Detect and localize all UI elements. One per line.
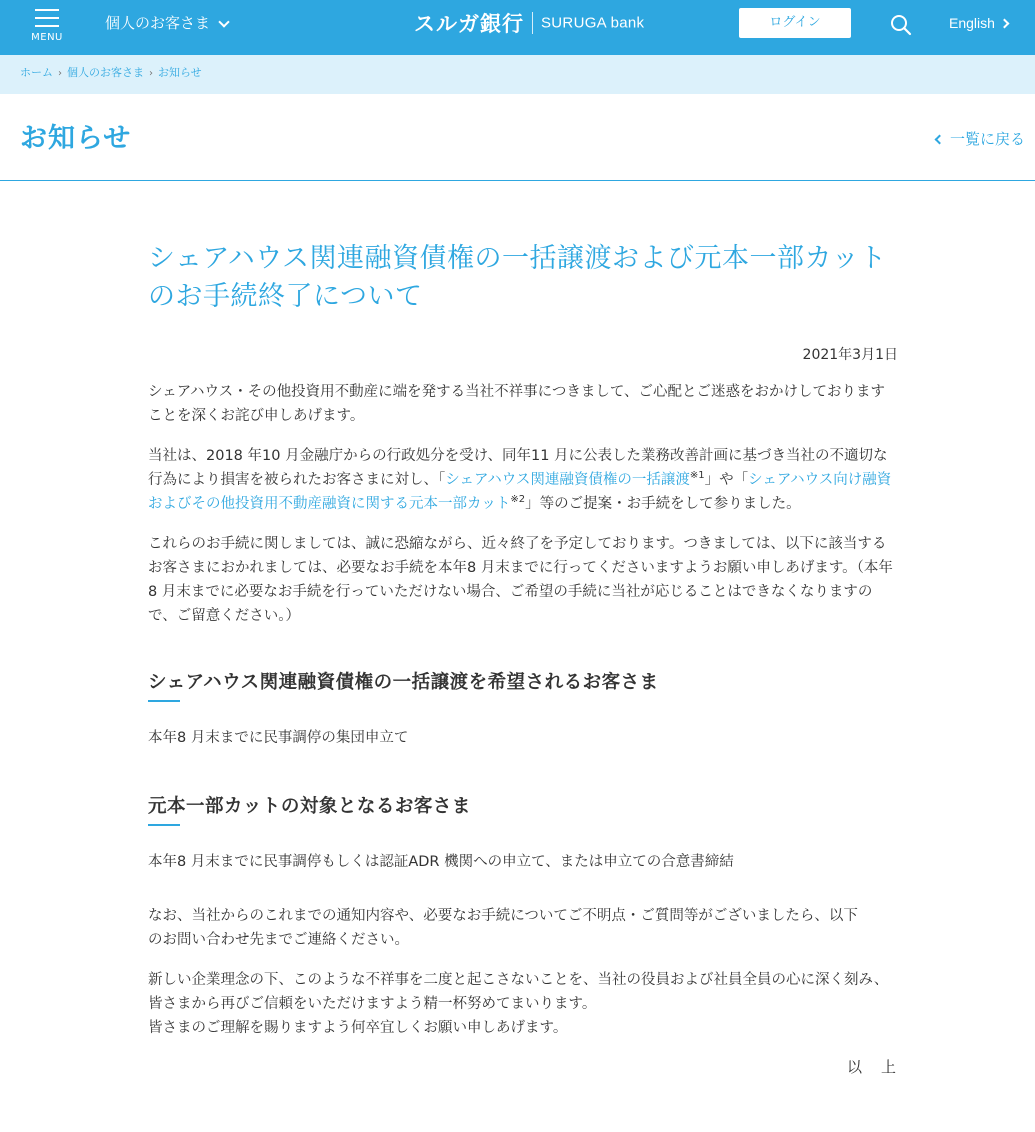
footnote-marker: ※1 xyxy=(689,470,705,481)
back-to-list-link[interactable] xyxy=(936,128,1025,149)
paragraph-text: 」や「 xyxy=(704,472,749,488)
back-label: 一覧に戻る xyxy=(949,130,1025,148)
paragraph-deadline: これらのお手続に関しましては、誠に恐縮ながら、近々終了を予定しております。つきましては、以下に該当するお客さまにおかれましては、必要なお手続を本年8 月末までに行ってくださいますようお願い申しあげます。（本年8 月末までに必要なお手続を行っていただけない場合、ご希望の手続に当社が応じることはできなくなりますので、ご留意ください。） xyxy=(148,536,893,624)
chevron-right-icon xyxy=(999,19,1009,29)
chevron-left-icon xyxy=(935,135,945,145)
english-link[interactable] xyxy=(949,15,1008,31)
breadcrumb-news[interactable]: お知らせ xyxy=(158,66,202,79)
paragraph-text: 」等のご提案・お手続をして参りました。 xyxy=(525,496,801,512)
closing-text: 以 上 xyxy=(846,1058,898,1076)
section-heading-bulk-transfer: シェアハウス関連融資債権の一括譲渡を希望されるお客さま xyxy=(148,672,659,693)
article xyxy=(148,240,898,1077)
chevron-down-icon xyxy=(218,16,229,27)
page-title: お知らせ xyxy=(20,123,132,154)
paragraph-apology: シェアハウス・その他投資用不動産に端を発する当社不祥事につきまして、ご心配とご迷惑をおかけしておりますことを深くお詫び申しあげます。 xyxy=(148,384,886,424)
footnote-marker: ※2 xyxy=(510,494,526,505)
top-header xyxy=(0,0,1035,55)
logo-divider xyxy=(532,12,533,34)
commitment-line: 皆さまのご理解を賜りますよう何卒宜しくお願い申しあげます。 xyxy=(148,1020,568,1036)
article-title: シェアハウス関連融資債権の一括譲渡および元本一部カットのお手続終了について xyxy=(148,243,887,312)
chevron-right-icon: › xyxy=(149,68,153,79)
breadcrumb xyxy=(0,55,1035,94)
paragraph-background xyxy=(148,444,898,516)
paragraph-contact: なお、当社からのこれまでの通知内容や、必要なお手続についてご不明点・ご質問等がございましたら、以下のお問い合わせ先までご連絡ください。 xyxy=(148,908,858,948)
paragraph-commitment xyxy=(148,968,898,1040)
search-button[interactable] xyxy=(889,13,913,37)
title-band xyxy=(0,94,1035,181)
english-label: English xyxy=(949,15,995,31)
heading-underline xyxy=(148,824,180,826)
menu-label: MENU xyxy=(31,32,63,43)
bank-logo[interactable] xyxy=(414,8,644,38)
chevron-right-icon: › xyxy=(58,68,62,79)
customer-segment-dropdown[interactable] xyxy=(105,12,228,33)
search-icon xyxy=(889,13,913,37)
paragraph-text: 当社は、2018 年10 月金融庁からの行政処分を受け、同年11 月に公表した業務改善計画に基づき当社の不適切な行為により損害を被られたお客さまに対し、「 xyxy=(148,448,888,488)
logo-en-text: SURUGA bank xyxy=(541,14,645,32)
heading-underline xyxy=(148,700,180,702)
login-button[interactable]: ログイン xyxy=(739,8,851,38)
logo-jp-text: スルガ銀行 xyxy=(414,12,524,36)
commitment-line: 新しい企業理念の下、このような不祥事を二度と起こさないことを、当社の役員および社員全員の心に深く刻み、皆さまから再びご信頼をいただけますよう精一杯努めてまいります。 xyxy=(148,972,889,1012)
section-text-bulk-transfer: 本年8 月末までに民事調停の集団申立て xyxy=(148,730,409,746)
breadcrumb-home[interactable]: ホーム xyxy=(20,66,53,79)
menu-button[interactable] xyxy=(24,4,70,50)
principal-cut-link[interactable]: シェアハウス向け融資およびその他投資用不動産融資に関する元本一部カット xyxy=(148,472,892,512)
segment-label: 個人のお客さま xyxy=(105,14,211,32)
breadcrumb-personal[interactable]: 個人のお客さま xyxy=(67,66,144,79)
article-date: 2021年3月1日 xyxy=(802,347,898,363)
hamburger-icon xyxy=(35,8,59,26)
section-heading-principal-cut: 元本一部カットの対象となるお客さま xyxy=(148,796,471,817)
bulk-transfer-link[interactable]: シェアハウス関連融資債権の一括譲渡 xyxy=(445,472,690,488)
section-text-principal-cut: 本年8 月末までに民事調停もしくは認証ADR 機関への申立て、または申立ての合意書締結 xyxy=(148,854,734,870)
